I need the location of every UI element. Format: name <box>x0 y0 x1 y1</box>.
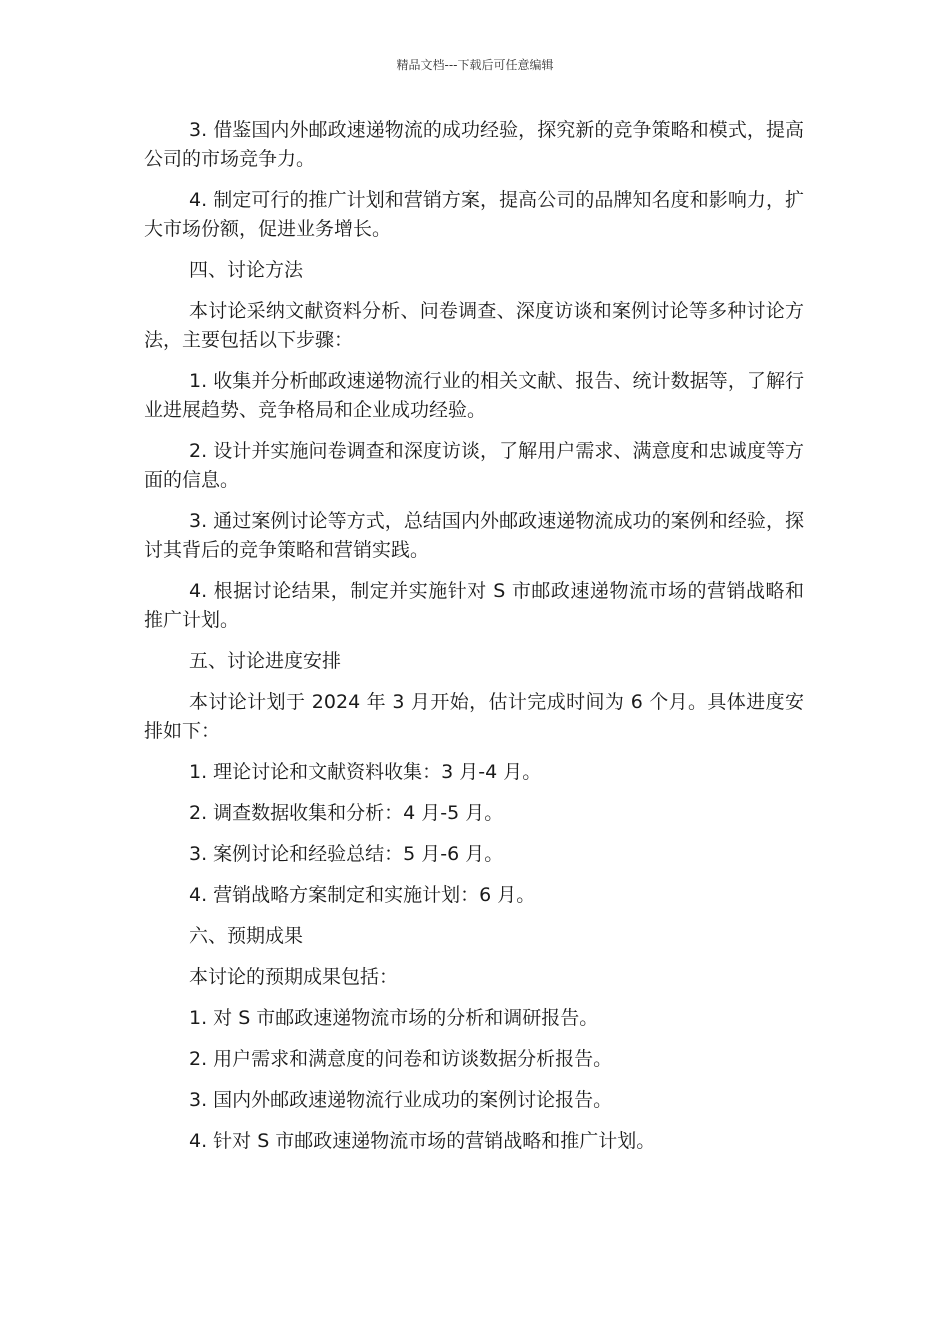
paragraph-schedule-step-1: 1. 理论讨论和文献资料收集：3 月-4 月。 <box>189 761 542 783</box>
paragraph-outcomes-intro: 本讨论的预期成果包括： <box>189 966 399 988</box>
paragraph-method-step-2: 2. 设计并实施问卷调查和深度访谈，了解用户需求、满意度和忠诚度等方面的信息。 <box>144 440 804 491</box>
paragraph-schedule-intro: 本讨论计划于 2024 年 3 月开始，估计完成时间为 6 个月。具体进度安排如下： <box>144 691 804 742</box>
paragraph-methods-intro: 本讨论采纳文献资料分析、问卷调查、深度访谈和案例讨论等多种讨论方法，主要包括以下步骤： <box>144 300 804 351</box>
paragraph-outcome-1: 1. 对 S 市邮政速递物流市场的分析和调研报告。 <box>189 1007 599 1029</box>
document-body <box>144 116 804 1168</box>
paragraph-schedule-step-2: 2. 调查数据收集和分析：4 月-5 月。 <box>189 802 504 824</box>
paragraph-goal-3: 3. 借鉴国内外邮政速递物流的成功经验，探究新的竞争策略和模式，提高公司的市场竞争力。 <box>144 119 804 170</box>
paragraph-outcome-2: 2. 用户需求和满意度的问卷和访谈数据分析报告。 <box>189 1048 613 1070</box>
page-header: 精品文档---下载后可任意编辑 <box>396 58 554 72</box>
section-heading-outcomes: 六、预期成果 <box>189 925 304 947</box>
paragraph-method-step-1: 1. 收集并分析邮政速递物流行业的相关文献、报告、统计数据等，了解行业进展趋势、竞争格局和企业成功经验。 <box>144 370 804 421</box>
paragraph-schedule-step-4: 4. 营销战略方案制定和实施计划：6 月。 <box>189 884 536 906</box>
paragraph-outcome-4: 4. 针对 S 市邮政速递物流市场的营销战略和推广计划。 <box>189 1130 656 1152</box>
section-heading-schedule: 五、讨论进度安排 <box>189 650 342 672</box>
paragraph-method-step-4: 4. 根据讨论结果，制定并实施针对 S 市邮政速递物流市场的营销战略和推广计划。 <box>144 580 804 631</box>
section-heading-methods: 四、讨论方法 <box>189 259 304 281</box>
paragraph-goal-4: 4. 制定可行的推广计划和营销方案，提高公司的品牌知名度和影响力，扩大市场份额，促进业务增长。 <box>144 189 804 240</box>
paragraph-outcome-3: 3. 国内外邮政速递物流行业成功的案例讨论报告。 <box>189 1089 613 1111</box>
paragraph-schedule-step-3: 3. 案例讨论和经验总结：5 月-6 月。 <box>189 843 504 865</box>
paragraph-method-step-3: 3. 通过案例讨论等方式，总结国内外邮政速递物流成功的案例和经验，探讨其背后的竞争策略和营销实践。 <box>144 510 804 561</box>
